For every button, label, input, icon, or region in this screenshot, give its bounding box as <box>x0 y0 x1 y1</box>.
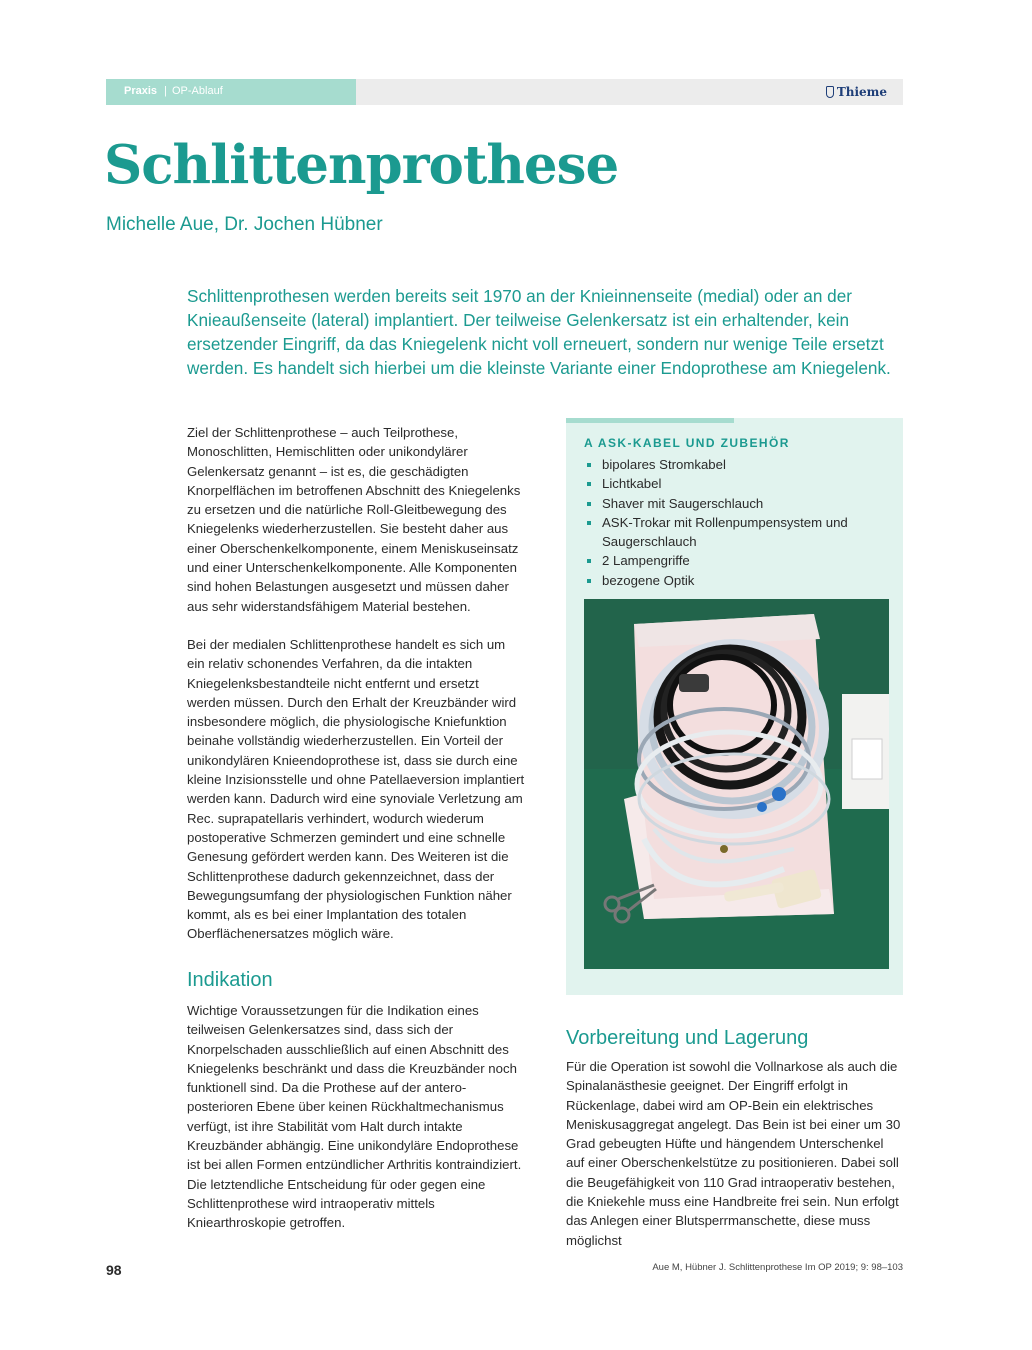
info-box-title: A ASK-KABEL UND ZUBEHÖR <box>584 436 790 450</box>
info-box <box>566 418 903 995</box>
header-subsection: OP-Ablauf <box>172 85 223 97</box>
article-lead: Schlittenprothesen werden bereits seit 1970 an der Knieinnenseite (medial) oder an der Knieaußenseite (lateral) implantiert. Der teilweise Gelenkersatz ist ein erhaltender, kein ersetzender Eingriff, da das Kniegelenk nicht voll erneuert, sondern nur wenige Teile ersetzt werden. Es handelt sich hierbei um die kleinste Variante einer Endoprothese am Kniegelenk. <box>187 286 891 378</box>
header-bar <box>106 79 903 105</box>
list-item: Shaver mit Saugerschlauch <box>584 494 884 513</box>
body-paragraph-1: Ziel der Schlittenprothese – auch Teilprothese, Monoschlitten, Hemischlitten oder unikondylärer Gelenkersatz genannt – ist es, die geschädigten Knorpelflächen im betroffenen Abschnitt des Kniegelenks zu ersetzen und die natürliche Roll-Gleitbewegung des Kniegelenks wiederherzustellen. Sie besteht daher aus einer Oberschenkelkomponente, einem Meniskuseinsatz und einer Unterschenkelkomponente. Alle Komponenten sind hohen Belastungen ausgesetzt und müssen daher aus sehr widerstandsfähigem Material bestehen. <box>187 425 521 614</box>
list-item: ASK-Trokar mit Rollenpumpensystem und Saugerschlauch <box>584 513 884 552</box>
info-box-accent-strip <box>566 418 734 423</box>
page-number: 98 <box>106 1262 122 1278</box>
ask-cable-photo <box>584 599 889 969</box>
publisher-name: Thieme <box>836 85 887 99</box>
citation: Aue M, Hübner J. Schlittenprothese Im OP 2019; 9: 98–103 <box>652 1262 903 1273</box>
publisher-logo <box>826 85 887 99</box>
list-item: bezogene Optik <box>584 571 884 590</box>
header-section-tab <box>106 79 356 105</box>
heading-indikation: Indikation <box>187 969 273 991</box>
info-box-list <box>584 455 884 590</box>
list-item: Lichtkabel <box>584 474 884 493</box>
header-separator: | <box>164 85 167 97</box>
body-paragraph-3: Wichtige Voraussetzungen für die Indikation eines teilweisen Gelenkersatzes sind, dass sich der Knorpelschaden ausschließlich auf einen Abschnitt des Kniegelenks beschränkt und dass die Kreuzbänder noch funktionell sind. Da die Prothese auf der antero-posterioren Ebene über keinen Rückhaltmechanismus verfügt, ist ihre Stabilität vom Halt durch intakte Kreuzbänder abhängig. Eine unikondyläre Endoprothese ist bei allen Formen entzündlicher Arthritis kontraindiziert. Die letztendliche Entscheidung für oder gegen eine Schlittenprothese wird intraoperativ mittels Kniearthroskopie getroffen. <box>187 1003 522 1231</box>
heading-vorbereitung: Vorbereitung und Lagerung <box>566 1027 809 1049</box>
list-item: bipolares Stromkabel <box>584 455 884 474</box>
body-paragraph-4: Für die Operation ist sowohl die Vollnarkose als auch die Spinalanästhesie geeignet. Der Eingriff erfolgt in Rückenlage, dabei wird am OP-Bein ein elektrisches Meniskusaggregat angelegt. Das Bein ist bei einer um 30 Grad gebeugten Hüfte und hängendem Unterschenkel auf einer Oberschenkelstütze zu positionieren. Dabei soll die Beugefähigkeit von 110 Grad intraoperativ bestehen, die Kniekehle muss eine Handbreite frei sein. Nun erfolgt das Anlegen einer Blutsperrmanschette, diese muss möglichst <box>566 1059 901 1248</box>
body-paragraph-2: Bei der medialen Schlittenprothese handelt es sich um ein relativ schonendes Verfahren, da die intakten Kniegelenksbestandteile nicht entfernt und ersetzt werden müssen. Durch den Erhalt der Kreuzbänder wird insbesondere möglich, die physiologische Kniefunktion beinahe vollständig wiederherzustellen. Ein Vorteil der unikondylären Knieendoprothese ist, dass sie durch eine kleine Inzisionsstelle und ohne Patellaeversion implantiert werden kann. Dadurch wird eine synoviale Verletzung am Rec. suprapatellaris verhindert, wodurch wiederum postoperative Schmerzen gemindert und eine schnelle Genesung gefördert werden kann. Des Weiteren ist die Schlittenprothese dadurch gekennzeichnet, dass der Bewegungsumfang der physiologischen Funktion näher kommt, als es bei einer Implantation des totalen Oberflächenersatzes möglich wäre. <box>187 637 525 942</box>
article-authors: Michelle Aue, Dr. Jochen Hübner <box>106 214 383 235</box>
article-title: Schlittenprothese <box>104 134 619 196</box>
header-section: Praxis <box>124 85 158 97</box>
thieme-logo-icon <box>826 86 834 98</box>
list-item: 2 Lampengriffe <box>584 551 884 570</box>
